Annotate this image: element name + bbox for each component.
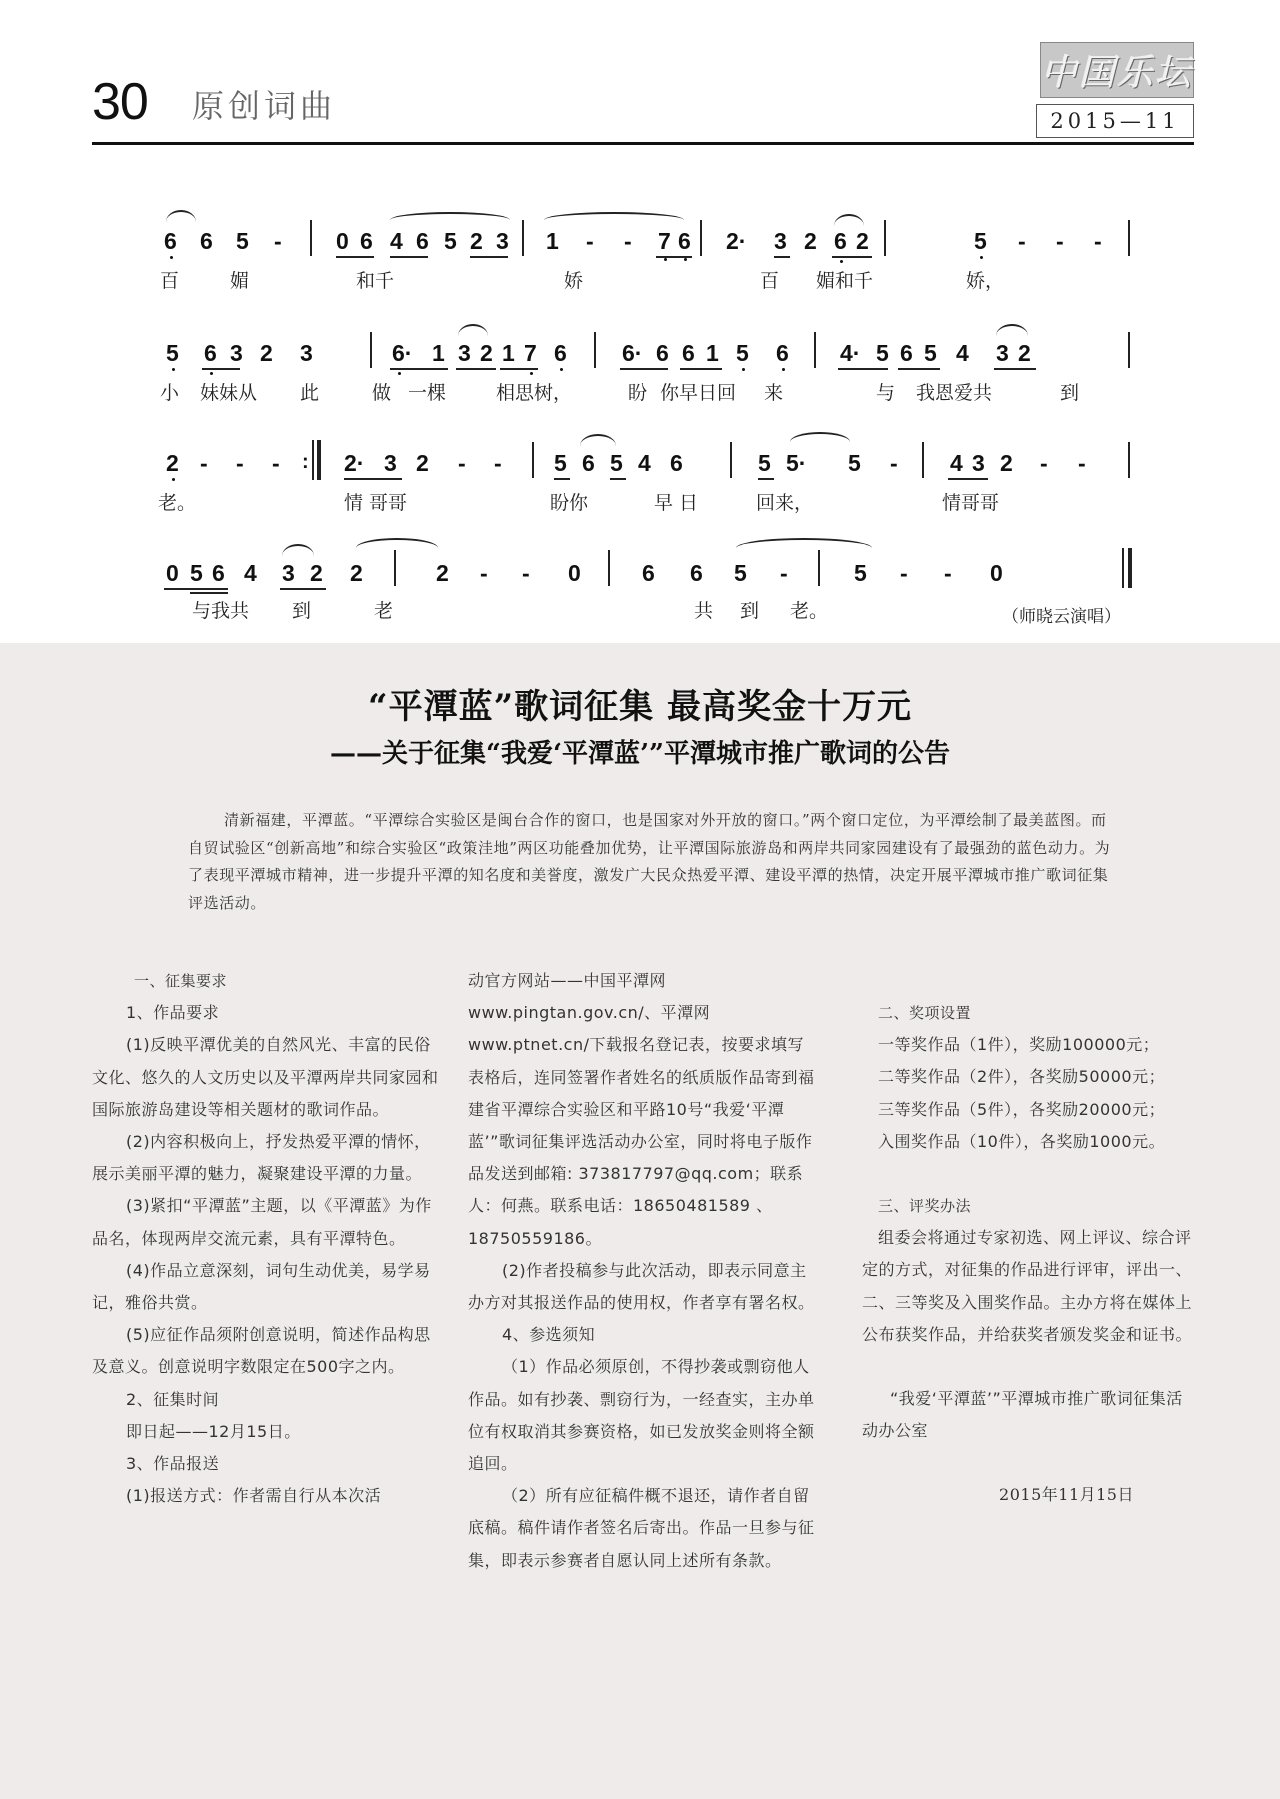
lyric: 到: [1060, 382, 1080, 404]
lyric: 来: [764, 382, 784, 404]
page-number: 30: [92, 73, 148, 131]
lyric: 回来，: [756, 492, 814, 514]
barline: [1122, 548, 1124, 588]
note: 6: [204, 340, 217, 366]
award-item: 二等奖作品（2件），各奖励50000元；: [878, 1067, 1166, 1087]
note: -: [236, 450, 244, 476]
note: 3: [230, 340, 243, 366]
lyric: 此: [300, 382, 320, 404]
note: 6: [834, 228, 847, 254]
note: -: [890, 450, 898, 476]
lyric: 和千: [356, 270, 395, 292]
note: 5: [876, 340, 889, 366]
lyric: 盼你: [550, 492, 589, 514]
underline: [610, 478, 626, 480]
paragraph: (5)应征作品须附创意说明，简述作品构思及意义。创意说明字数限定在500字之内。: [92, 1325, 431, 1377]
paragraph: (4)作品立意深刻，词句生动优美，易学易记，雅俗共赏。: [92, 1260, 431, 1313]
note: 2: [1018, 340, 1031, 366]
note: -: [480, 560, 488, 586]
note: 1: [706, 340, 719, 366]
slur: [736, 538, 872, 548]
octave-dot: [210, 372, 213, 375]
underline: [280, 588, 326, 590]
underline: [758, 478, 774, 480]
slur: [580, 434, 616, 446]
note: 2: [310, 560, 323, 586]
barline: [1128, 220, 1130, 256]
underline: [336, 256, 374, 258]
lyric: 老: [374, 600, 394, 622]
note: 3: [496, 228, 509, 254]
note: 6: [416, 228, 429, 254]
note: -: [1018, 228, 1026, 254]
note: 2: [480, 340, 493, 366]
underline: [898, 368, 940, 370]
paragraph: （1）作品必须原创，不得抄袭或剽窃他人作品。如有抄袭、剽窃行为，一经查实，主办单位有权取消其参赛资格，如已发放奖金则将全额追回。: [468, 1357, 815, 1474]
barline: [884, 220, 886, 256]
octave-dot: [782, 368, 785, 371]
paragraph: 即日起——12月15日。: [126, 1421, 301, 1441]
note: 6: [360, 228, 373, 254]
lyric: 老。: [158, 492, 197, 514]
note: 3: [282, 560, 295, 586]
announcement-title: “平潭蓝”歌词征集 最高奖金十万元: [368, 687, 912, 727]
paragraph: (1)反映平潭优美的自然风光、丰富的民俗文化、悠久的人文历史以及平潭两岸共同家园和国际旅游岛建设等相关题材的歌词作品。: [92, 1035, 439, 1119]
note: 6: [900, 340, 913, 366]
underline: [390, 256, 428, 258]
octave-dot: [664, 258, 667, 261]
note: 5: [736, 340, 749, 366]
performer-credit: （师晓云演唱）: [1002, 607, 1121, 627]
slur: [390, 212, 510, 220]
note: -: [900, 560, 908, 586]
note: 5: [554, 450, 567, 476]
underline: [202, 368, 240, 370]
note: 5: [610, 450, 623, 476]
barline: [312, 440, 314, 480]
paragraph: (1)报送方式：作者需自行从本次活: [126, 1486, 382, 1506]
slur: [790, 432, 850, 442]
note: 5: [848, 450, 861, 476]
lyric: 做: [372, 382, 392, 404]
note: 2: [804, 228, 817, 254]
octave-dot: [840, 260, 843, 263]
note: 5: [924, 340, 937, 366]
note: 5: [190, 560, 203, 586]
lyric: 你早日回: [660, 382, 737, 404]
award-item: 一等奖作品（1件），奖励100000元；: [878, 1035, 1160, 1055]
slur: [166, 210, 196, 222]
lyric: 盼: [628, 382, 648, 404]
note: 2: [416, 450, 429, 476]
underline: [994, 368, 1036, 370]
repeat-end: :: [302, 451, 309, 473]
note: -: [944, 560, 952, 586]
note: 6: [690, 560, 703, 586]
paragraph: (2)作者投稿参与此次活动，即表示同意主办方对其报送作品的使用权，作者享有署名权。: [468, 1260, 815, 1313]
note: -: [274, 228, 282, 254]
lyric: 娇: [564, 270, 584, 292]
note: 6: [554, 340, 567, 366]
underline: [456, 368, 496, 370]
announcement-section: [0, 643, 1280, 1799]
note: 7: [658, 228, 671, 254]
magazine-logo: 中国乐坛: [1040, 42, 1194, 98]
lyric: 娇，: [966, 270, 1005, 292]
barline: [532, 442, 534, 478]
note: 5: [854, 560, 867, 586]
note: -: [1056, 228, 1064, 254]
underline: [620, 368, 668, 370]
underline: [164, 588, 228, 590]
section-title: 原创词曲: [192, 87, 337, 125]
note: -: [522, 560, 530, 586]
note: 2·: [344, 450, 365, 476]
note: 2·: [726, 228, 747, 254]
slur: [282, 544, 314, 556]
note: -: [1094, 228, 1102, 254]
note: 7: [524, 340, 537, 366]
note: 6: [670, 450, 683, 476]
slur: [996, 324, 1028, 336]
note: 2: [856, 228, 869, 254]
underline: [838, 368, 888, 370]
barline: [370, 332, 372, 368]
note: 5: [166, 340, 179, 366]
issue-label: 2015—11: [1036, 104, 1194, 138]
heading-requirements: 一、征集要求: [134, 972, 228, 990]
note: 6: [678, 228, 691, 254]
note: 6: [212, 560, 225, 586]
note: 2: [166, 450, 179, 476]
award-item: 三等奖作品（5件），各奖励20000元；: [878, 1099, 1166, 1119]
note: -: [458, 450, 466, 476]
note: 2: [470, 228, 483, 254]
note: -: [1040, 450, 1048, 476]
lyric: 一棵: [408, 382, 447, 404]
note: 3: [384, 450, 397, 476]
lyric: 我恩爱共: [916, 382, 993, 404]
column-2: [468, 965, 820, 1577]
note: 2: [260, 340, 273, 366]
note: 0: [568, 560, 581, 586]
note: 4: [638, 450, 651, 476]
underline: [344, 478, 402, 480]
note: 2: [436, 560, 449, 586]
underline: [832, 256, 872, 258]
note: 3: [458, 340, 471, 366]
octave-dot: [980, 256, 983, 259]
underline: [554, 478, 570, 480]
barline: [1128, 332, 1130, 368]
barline: [310, 220, 312, 256]
column-3: [862, 965, 1194, 1512]
note: 2: [1000, 450, 1013, 476]
paragraph: (2)内容积极向上，抒发热爱平潭的情怀，展示美丽平潭的魅力，凝聚建设平潭的力量。: [92, 1132, 431, 1184]
octave-dot: [530, 372, 533, 375]
paragraph: （2）所有应征稿件概不退还，请作者自留底稿。稿件请作者签名后寄出。作品一旦参与征集，即表示参赛者自愿认同上述所有条款。: [468, 1486, 815, 1570]
note: 2: [350, 560, 363, 586]
heading-notice: 4、参选须知: [502, 1325, 596, 1345]
note: 5: [444, 228, 457, 254]
note: 1: [502, 340, 515, 366]
note: 0: [336, 228, 349, 254]
note: -: [586, 228, 594, 254]
barline: [730, 442, 732, 478]
underline: [774, 256, 790, 258]
lyric: 相思树，: [496, 382, 573, 404]
lyric: 早 日: [654, 492, 699, 514]
note: 6: [164, 228, 177, 254]
note: 6: [776, 340, 789, 366]
lyric: 到: [740, 600, 760, 622]
note: 6: [656, 340, 669, 366]
barline: [522, 220, 524, 256]
lyric: 与: [876, 382, 896, 404]
intro-paragraph: 清新福建，平潭蓝。“平潭综合实验区是闽台合作的窗口，也是国家对外开放的窗口。”两个窗口定位，为平潭绘制了最美蓝图。而自贸试验区“创新高地”和综合实验区“政策洼地”两区功能叠加优势，让平潭国际旅游岛和两岸共同家园建设有了最强劲的蓝色动力。为了表现平潭城市精神，进一步提升平潭的知名度和美誉度，激发广大民众热爱平潭、建设平潭的热情，决定开展平潭城市推广歌词征集评选活动。: [188, 811, 1111, 912]
note: -: [494, 450, 502, 476]
lyric: 百: [160, 270, 180, 292]
octave-dot: [742, 368, 745, 371]
note: 4: [244, 560, 257, 586]
barline: [818, 550, 820, 586]
note: 5: [236, 228, 249, 254]
slur: [458, 324, 488, 336]
signature: “我爱‘平潭蓝’”平潭城市推广歌词征集活动办公室: [862, 1389, 1183, 1441]
underline: [680, 368, 722, 370]
note: 1: [432, 340, 445, 366]
barline: [608, 550, 610, 586]
octave-dot: [172, 368, 175, 371]
note: 4: [390, 228, 403, 254]
note: 1: [546, 228, 559, 254]
barline: [700, 220, 702, 256]
date: 2015年11月15日: [999, 1485, 1134, 1505]
octave-dot: [170, 256, 173, 259]
note: 5·: [786, 450, 807, 476]
note: 6: [682, 340, 695, 366]
lyric: 与我共: [192, 600, 250, 622]
lyric: 老。: [790, 600, 829, 622]
note: 0: [990, 560, 1003, 586]
octave-dot: [398, 372, 401, 375]
note: 5: [758, 450, 771, 476]
lyric: 媚: [230, 270, 250, 292]
note: -: [1078, 450, 1086, 476]
barline: [394, 550, 396, 586]
slur: [834, 214, 864, 226]
paragraph: 组委会将通过专家初选、网上评议、综合评定的方式，对征集的作品进行评审，评出一、二、三等奖及入围奖作品。主办方将在媒体上公布获奖作品，并给获奖者颁发奖金和证书。: [862, 1228, 1193, 1344]
heading-collection-time: 2、征集时间: [126, 1389, 220, 1409]
underline: [470, 256, 508, 258]
octave-dot: [172, 478, 175, 481]
barline: [814, 332, 816, 368]
underline: [656, 256, 692, 258]
announcement-subtitle: ——关于征集“我爱‘平潭蓝’”平潭城市推广歌词的公告: [329, 739, 950, 769]
note: -: [200, 450, 208, 476]
underline: [190, 592, 228, 594]
heading-awards: 二、奖项设置: [878, 1004, 972, 1022]
note: 6: [642, 560, 655, 586]
lyric: 百: [760, 270, 780, 292]
paragraph: 动官方网站——中国平潭网www.pingtan.gov.cn/、平潭网www.ptnet.cn/下载报名登记表，按要求填写表格后，连同签署作者姓名的纸质版作品寄到福建省平潭综合实验区和平路10号“我爱‘平潭蓝’”歌词征集评选活动办公室，同时将电子版作品发送到邮箱: 373817797@qq.com；联系人：何燕。联系电话：18650481589 、18750559186。: [468, 971, 815, 1248]
lyric: 媚和千: [816, 270, 874, 292]
heading-submission: 3、作品报送: [126, 1454, 220, 1474]
note: -: [272, 450, 280, 476]
paragraph: (3)紧扣“平潭蓝”主题，以《平潭蓝》为作品名，体现两岸交流元素，具有平潭特色。: [92, 1196, 432, 1248]
note: 3: [774, 228, 787, 254]
header-rule: [92, 142, 1194, 145]
note: 5: [974, 228, 987, 254]
slur: [356, 538, 438, 548]
column-1: [92, 965, 444, 1512]
lyric: 情 哥哥: [344, 492, 408, 514]
octave-dot: [560, 368, 563, 371]
barline: [594, 332, 596, 368]
slur: [544, 212, 684, 220]
lyric: 妹妹从: [200, 382, 258, 404]
note: 3: [996, 340, 1009, 366]
note: 3: [300, 340, 313, 366]
note: 4: [950, 450, 963, 476]
final-barline: [1128, 548, 1132, 588]
underline: [948, 478, 988, 480]
barline-thick: [317, 440, 321, 480]
underline: [500, 368, 538, 370]
note: 6·: [392, 340, 413, 366]
note: 3: [972, 450, 985, 476]
note: -: [780, 560, 788, 586]
heading-judging: 三、评奖办法: [878, 1197, 972, 1216]
lyric: 共: [694, 600, 714, 622]
barline: [1128, 442, 1130, 478]
note: -: [624, 228, 632, 254]
note: 6·: [622, 340, 643, 366]
underline: [390, 368, 448, 370]
note: 6: [200, 228, 213, 254]
barline: [922, 442, 924, 478]
note: 6: [582, 450, 595, 476]
award-item: 入围奖作品（10件），各奖励1000元。: [878, 1131, 1166, 1151]
note: 4·: [840, 340, 861, 366]
note: 5: [734, 560, 747, 586]
note: 0: [166, 560, 179, 586]
note: 4: [956, 340, 969, 366]
lyric: 小: [160, 382, 180, 404]
octave-dot: [684, 258, 687, 261]
lyric: 情哥哥: [942, 492, 1000, 514]
heading-work-requirements: 1、作品要求: [126, 1003, 220, 1023]
lyric: 到: [292, 600, 312, 622]
